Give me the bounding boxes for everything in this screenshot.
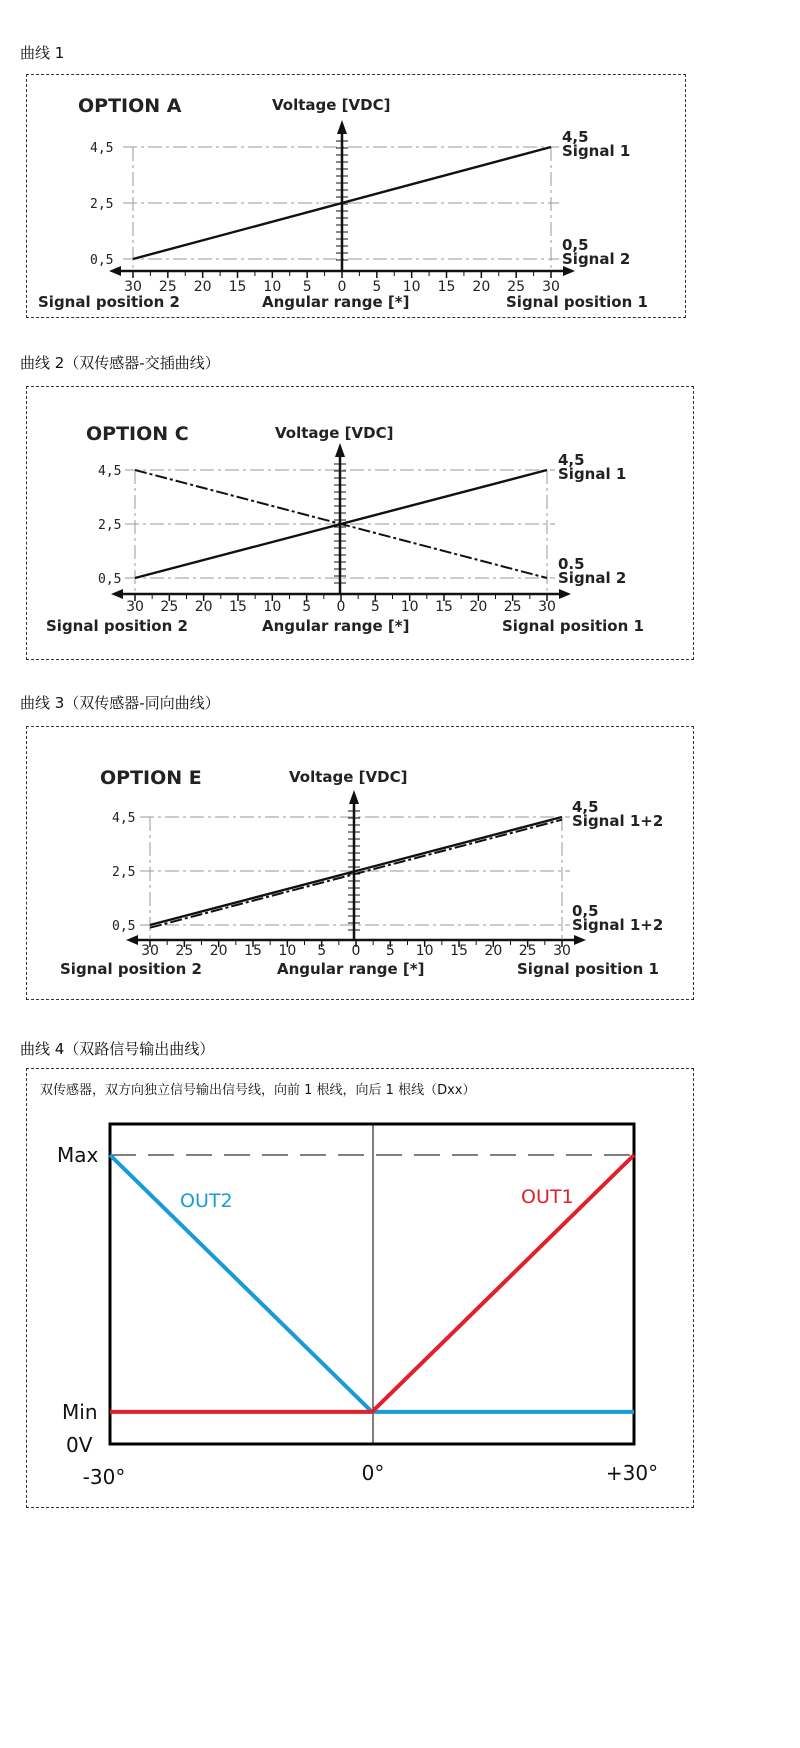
signal-position-2-label: Signal position 2 [38, 293, 180, 311]
x-tick-label: 30 [124, 279, 142, 295]
right-value-label: 0.5 [558, 555, 585, 573]
x-tick-label: 15 [229, 599, 247, 615]
x-tick-label: 25 [507, 279, 526, 295]
x-tick-label: 25 [518, 943, 537, 959]
y-tick-label: 2,5 [90, 197, 114, 212]
x-tick-label: 15 [244, 943, 262, 959]
right-signal-label: Signal 2 [558, 569, 627, 587]
y-axis-label: Voltage [VDC] [289, 768, 408, 786]
x-tick-label: 10 [415, 943, 434, 959]
section-label-1: 曲线 1 [20, 44, 65, 62]
x-axis-label: Angular range [*] [262, 293, 410, 311]
x-tick-label: 5 [372, 279, 382, 295]
right-signal-label: Signal 1+2 [572, 916, 664, 934]
x-tick-label: 30 [538, 599, 556, 615]
x-tick-label: 10 [402, 279, 421, 295]
x-tick-label: 10 [263, 279, 282, 295]
section-label-4: 曲线 4（双路信号输出曲线） [20, 1040, 215, 1058]
x-tick-label: 5 [317, 943, 327, 959]
x-tick-label: 0 [336, 599, 346, 615]
y-tick-label: 4,5 [112, 811, 136, 826]
y-tick-label: 0,5 [98, 572, 122, 587]
x-tick-label: 5 [370, 599, 380, 615]
right-value-label: 0,5 [572, 902, 599, 920]
signal-position-1-label: Signal position 1 [502, 617, 644, 635]
x-tick-label: 20 [484, 943, 503, 959]
plot-border [110, 1124, 634, 1444]
x-tick-label: 25 [158, 279, 177, 295]
chart-description: 双传感器，双方向独立信号输出信号线，向前 1 根线，向后 1 根线（Dxx） [40, 1083, 476, 1098]
y-axis-label: Voltage [VDC] [275, 424, 394, 442]
y-tick-label: 4,5 [98, 464, 122, 479]
x-tick-label: 20 [193, 279, 212, 295]
y-label-min: Min [62, 1399, 98, 1424]
right-signal-label: Signal 2 [562, 250, 631, 268]
x-tick-label: 30 [141, 943, 159, 959]
y-tick-label: 4,5 [90, 141, 114, 156]
x-tick-label: 5 [385, 943, 395, 959]
right-value-label: 0,5 [562, 236, 589, 254]
right-value-label: 4,5 [572, 798, 599, 816]
y-tick-label: 0,5 [90, 253, 114, 268]
x-tick-label: 25 [503, 599, 522, 615]
right-value-label: 4,5 [558, 451, 585, 469]
y-label-max: Max [57, 1143, 99, 1167]
signal-position-1-label: Signal position 1 [517, 960, 659, 978]
x-tick-label: 30 [126, 599, 144, 615]
signal-position-2-label: Signal position 2 [60, 960, 202, 978]
chart-title: OPTION A [78, 95, 182, 117]
chart-title: OPTION C [86, 423, 189, 445]
x-label-0: 0° [361, 1461, 385, 1485]
y-label-0v: 0V [66, 1433, 93, 1457]
right-value-label: 4,5 [562, 128, 589, 146]
x-tick-label: 15 [450, 943, 468, 959]
x-tick-label: 0 [351, 943, 361, 959]
x-tick-label: 5 [302, 599, 312, 615]
x-label-pos30: +30° [605, 1461, 659, 1485]
right-signal-label: Signal 1 [562, 142, 631, 160]
section-label-2: 曲线 2（双传感器-交插曲线） [20, 354, 220, 372]
x-tick-label: 20 [472, 279, 491, 295]
x-tick-label: 10 [400, 599, 419, 615]
series-label-out1: OUT1 [521, 1186, 574, 1208]
x-tick-label: 20 [209, 943, 228, 959]
x-tick-label: 10 [278, 943, 297, 959]
right-signal-label: Signal 1+2 [572, 812, 664, 830]
x-tick-label: 15 [435, 599, 453, 615]
x-tick-label: 30 [553, 943, 571, 959]
x-axis-label: Angular range [*] [262, 617, 410, 635]
x-tick-label: 20 [194, 599, 213, 615]
y-axis-label: Voltage [VDC] [272, 96, 391, 114]
right-signal-label: Signal 1 [558, 465, 627, 483]
y-tick-label: 0,5 [112, 919, 136, 934]
x-tick-label: 5 [302, 279, 312, 295]
x-tick-label: 20 [469, 599, 488, 615]
signal-position-1-label: Signal position 1 [506, 293, 648, 311]
chart-title: OPTION E [100, 767, 202, 789]
x-tick-label: 25 [160, 599, 179, 615]
x-tick-label: 10 [263, 599, 282, 615]
series-label-out2: OUT2 [180, 1190, 233, 1212]
x-tick-label: 15 [437, 279, 456, 295]
x-tick-label: 15 [228, 279, 247, 295]
y-tick-label: 2,5 [98, 518, 122, 533]
x-tick-label: 25 [175, 943, 194, 959]
signal-position-2-label: Signal position 2 [46, 617, 188, 635]
x-axis-label: Angular range [*] [277, 960, 425, 978]
x-tick-label: 30 [542, 279, 560, 295]
section-label-3: 曲线 3（双传感器-同向曲线） [20, 694, 220, 712]
y-tick-label: 2,5 [112, 865, 136, 880]
x-label-neg30: -30° [82, 1465, 126, 1489]
x-tick-label: 0 [337, 279, 347, 295]
